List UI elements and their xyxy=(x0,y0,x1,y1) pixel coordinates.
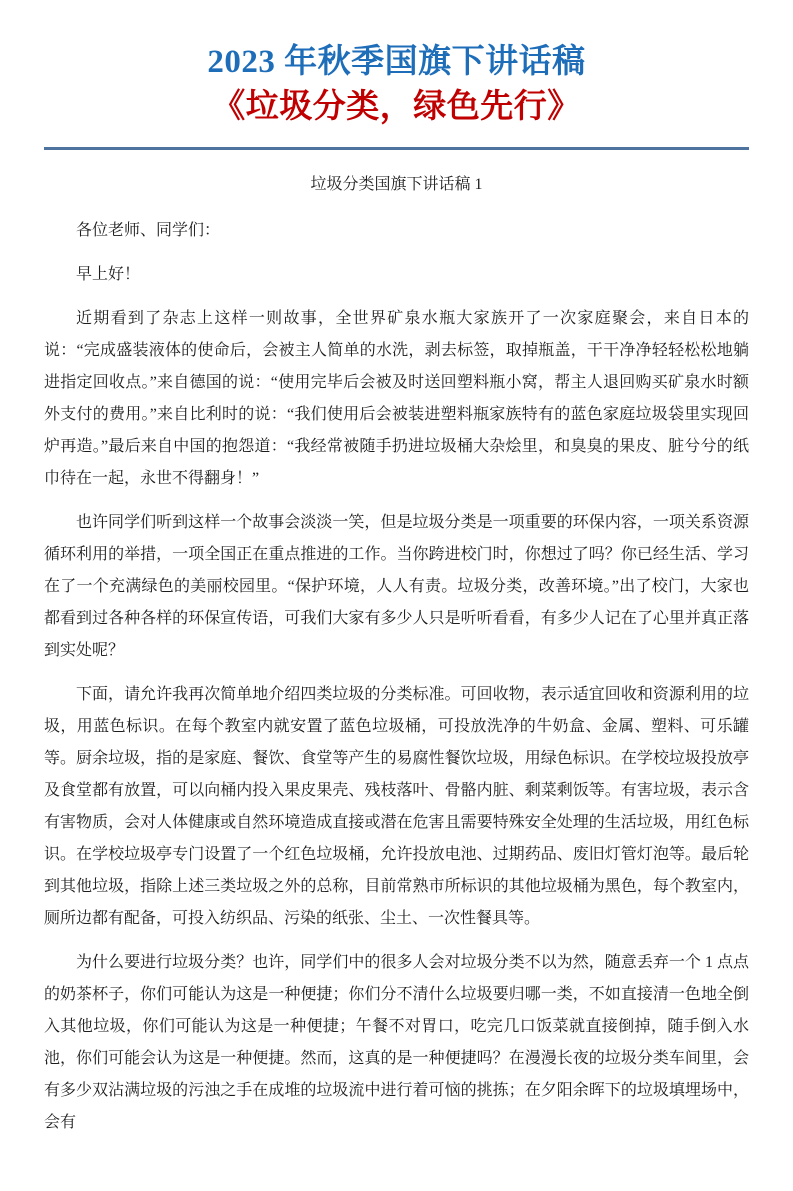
body-paragraph-significance: 也许同学们听到这样一个故事会淡淡一笑，但是垃圾分类是一项重要的环保内容，一项关系资源循环利用的举措，一项全国正在重点推进的工作。当你跨进校门时，你想过了吗？你已经生活、学习在了一个充满绿色的美丽校园里。“保护环境，人人有责。垃圾分类，改善环境。”出了校门，大家也都看到过各种各样的环保宣传语，可我们大家有多少人只是听听看看，有多少人记在了心里并真正落到实处呢？ xyxy=(44,514,749,659)
body-paragraph-story: 近期看到了杂志上这样一则故事，全世界矿泉水瓶大家族开了一次家庭聚会，来自日本的说：“完成盛装液体的使命后，会被主人简单的水洗，剥去标签，取掉瓶盖，干干净净轻轻松松地躺进指定回收点。”来自德国的说：“使用完毕后会被及时送回塑料瓶小窝，帮主人退回购买矿泉水时额外支付的费用。”来自比利时的说：“我们使用后会被装进塑料瓶家族特有的蓝色家庭垃圾袋里实现回炉再造。”最后来自中国的抱怨道：“我经常被随手扔进垃圾桶大杂烩里，和臭臭的果皮、脏兮兮的纸巾待在一起，永世不得翻身！” xyxy=(44,310,749,487)
opening-paragraph: 早上好！ xyxy=(76,266,141,283)
document-title-line2: 《垃圾分类，绿色先行》 xyxy=(212,89,581,125)
title-divider-rule xyxy=(44,147,749,150)
document-title xyxy=(44,40,749,130)
body-paragraph-why: 为什么要进行垃圾分类？也许，同学们中的很多人会对垃圾分类不以为然，随意丢弃一个 1 点点的奶茶杯子，你们可能认为这是一种便捷；你们分不清什么垃圾要归哪一类，不如直接清一色地全倒入其他垃圾，你们可能认为这是一种便捷；午餐不对胃口，吃完几口饭菜就直接倒掉，随手倒入水池，你们可能会认为这是一种便捷。然而，这真的是一种便捷吗？在漫漫长夜的垃圾分类车间里，会有多少双沾满垃圾的污浊之手在成堆的垃圾流中进行着可恼的挑拣；在夕阳余晖下的垃圾填埋场中，会有 xyxy=(44,954,749,1131)
greeting-paragraph: 各位老师、同学们： xyxy=(76,222,221,239)
body-paragraph-categories: 下面，请允许我再次简单地介绍四类垃圾的分类标准。可回收物，表示适宜回收和资源利用的垃圾，用蓝色标识。在每个教室内就安置了蓝色垃圾桶，可投放洗净的牛奶盒、金属、塑料、可乐罐等。厨余垃圾，指的是家庭、餐饮、食堂等产生的易腐性餐饮垃圾，用绿色标识。在学校垃圾投放亭及食堂都有放置，可以向桶内投入果皮果壳、残枝落叶、骨骼内脏、剩菜剩饭等。有害垃圾，表示含有害物质，会对人体健康或自然环境造成直接或潜在危害且需要特殊安全处理的生活垃圾，用红色标识。在学校垃圾亭专门设置了一个红色垃圾桶，允许投放电池、过期药品、废旧灯管灯泡等。最后轮到其他垃圾，指除上述三类垃圾之外的总称，目前常熟市所标识的其他垃圾桶为黑色，每个教室内，厕所边都有配备，可投入纺织品、污染的纸张、尘土、一次性餐具等。 xyxy=(44,686,749,927)
document-body xyxy=(44,215,749,1139)
section-heading: 垃圾分类国旗下讲话稿 1 xyxy=(310,176,483,193)
document-title-line1: 2023 年秋季国旗下讲话稿 xyxy=(207,44,586,80)
